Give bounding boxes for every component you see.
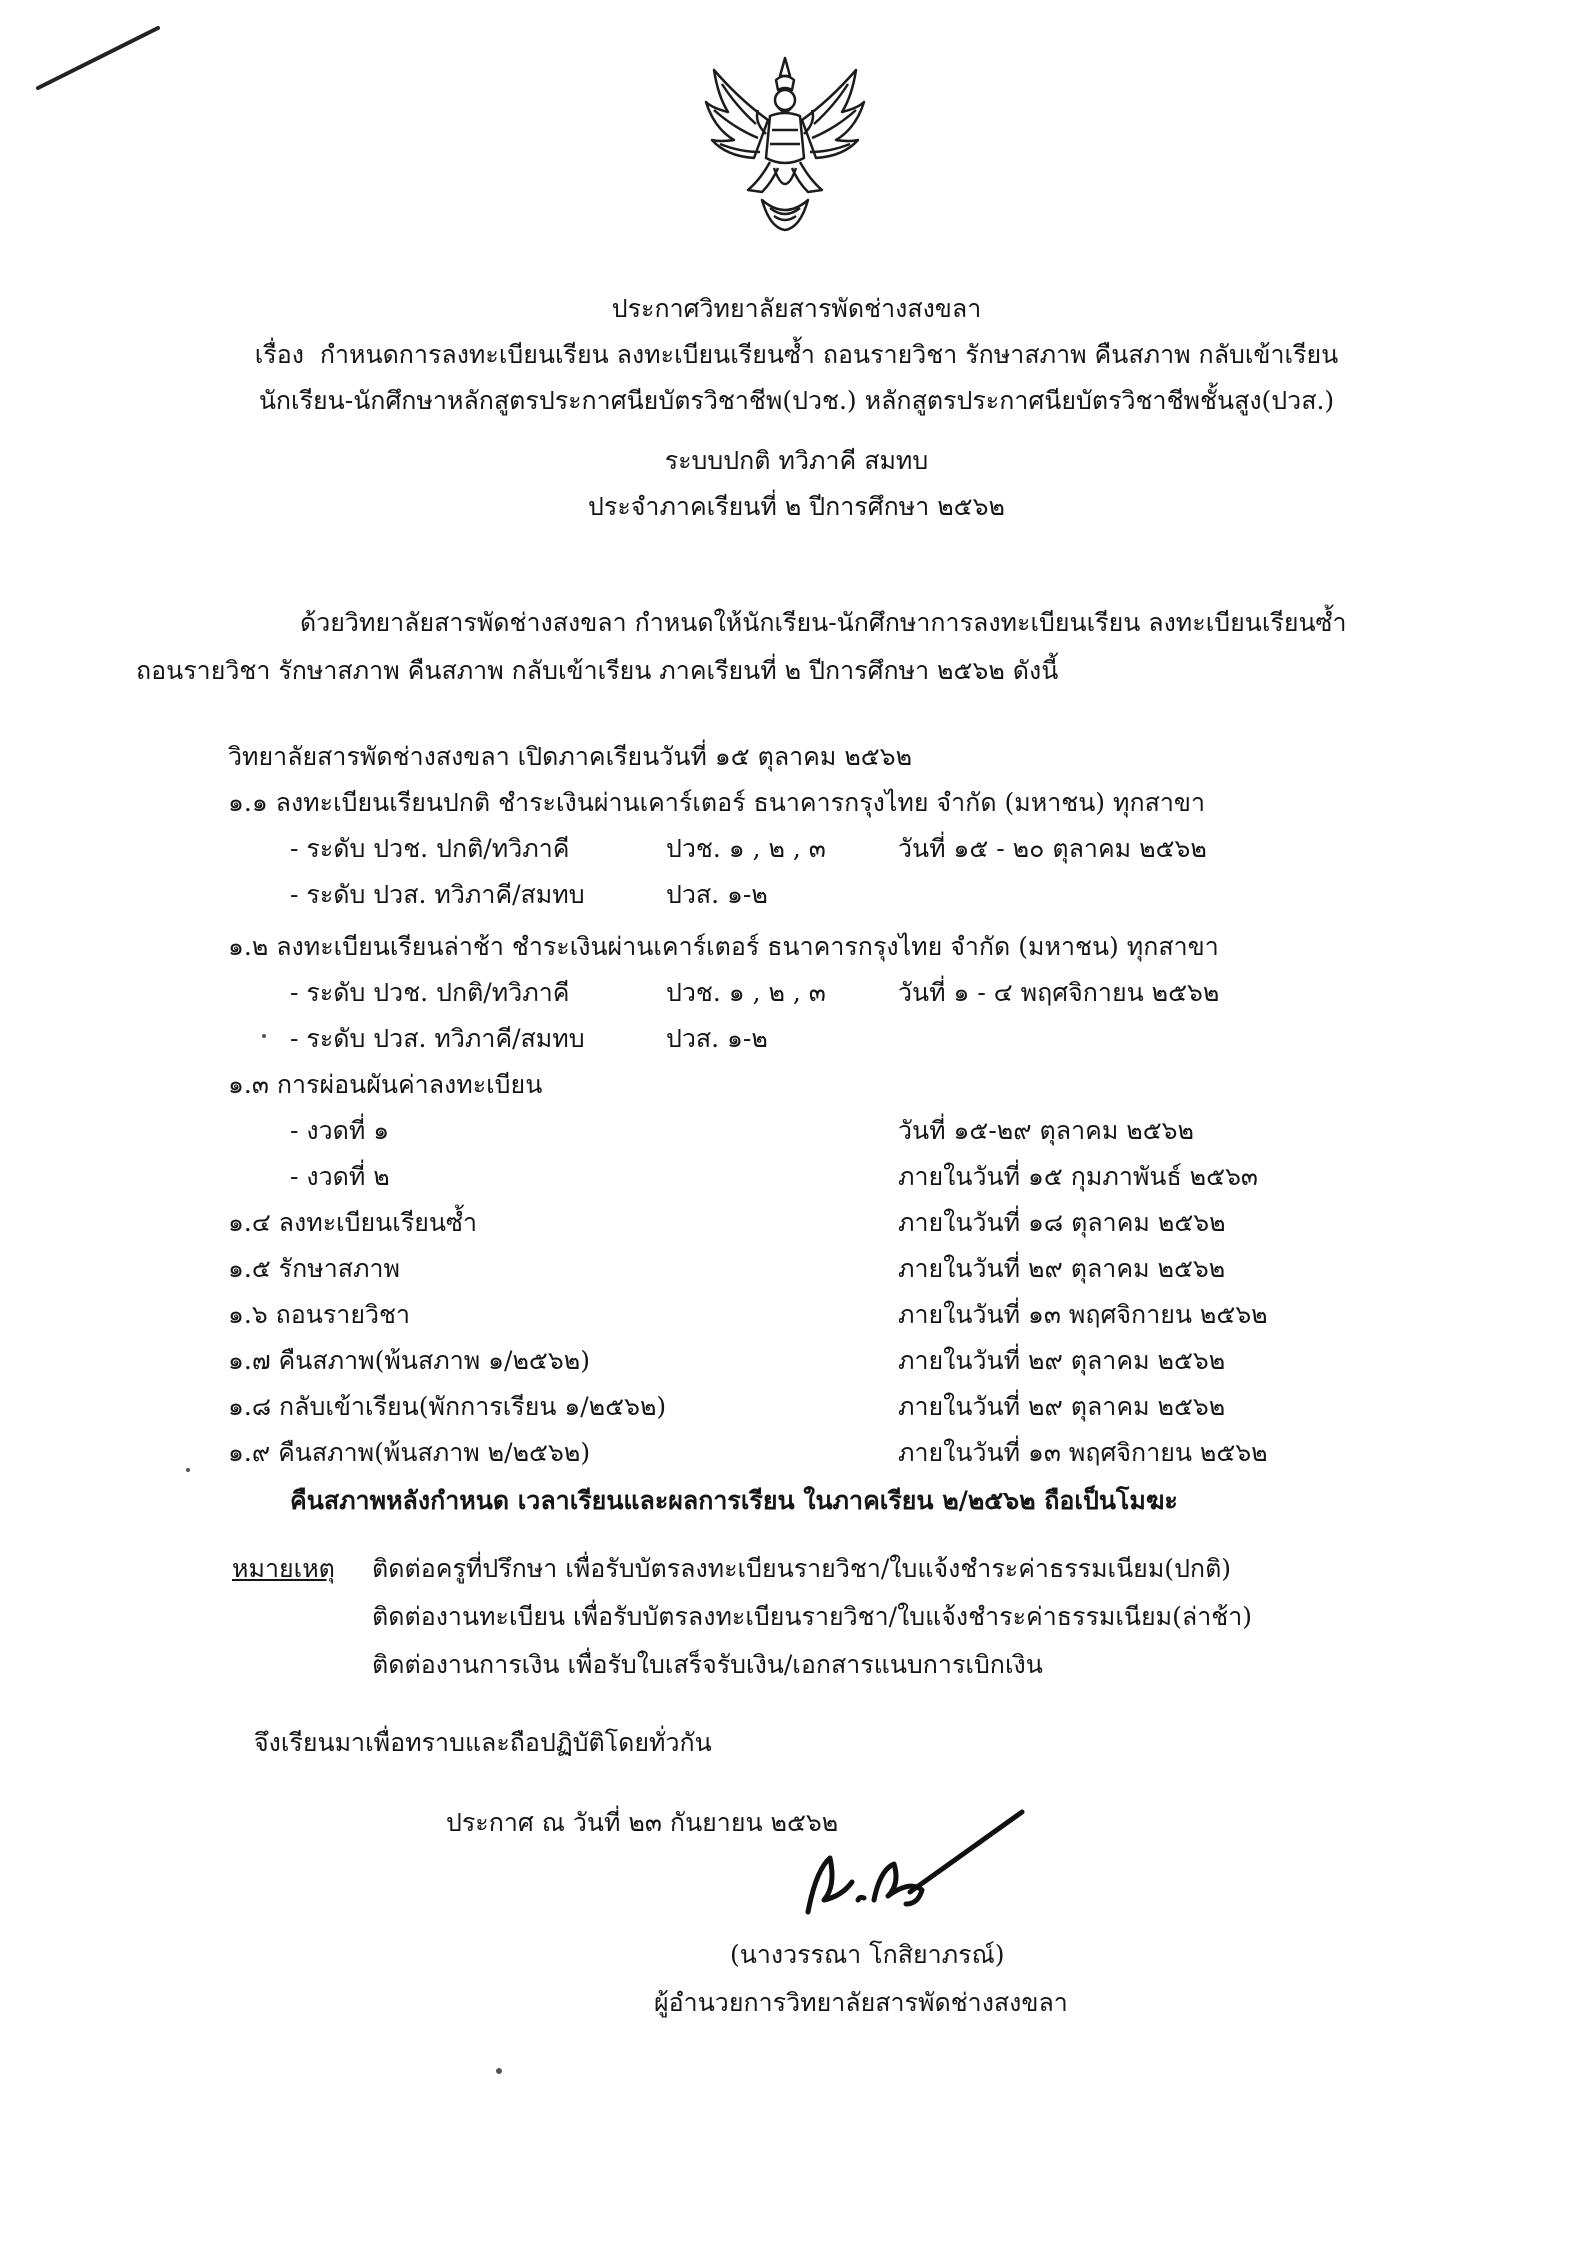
section-1-2-diploma-level: - ระดับ ปวส. ทวิภาคี/สมทบ <box>290 1024 585 1053</box>
remarks-label: หมายเหตุ <box>232 1554 335 1583</box>
students-line: นักเรียน-นักศึกษาหลักสูตรประกาศนียบัตรวิชาชีพ(ปวช.) หลักสูตรประกาศนียบัตรวิชาชีพชั้นสูง(ปวส.) <box>258 386 1335 415</box>
closing-sentence: จึงเรียนมาเพื่อทราบและถือปฏิบัติโดยทั่วกัน <box>254 1728 712 1757</box>
scan-speck <box>186 1468 190 1472</box>
schedule-item-label: ๑.๕ รักษาสภาพ <box>228 1254 401 1283</box>
intro-line-2: ถอนรายวิชา รักษาสภาพ คืนสภาพ กลับเข้าเรียน ภาคเรียนที่ ๒ ปีการศึกษา ๒๕๖๒ ดังนี้ <box>136 656 1059 685</box>
void-warning: คืนสภาพหลังกำหนด เวลาเรียนและผลการเรียน ในภาคเรียน ๒/๒๕๖๒ ถือเป็นโมฆะ <box>290 1486 1178 1515</box>
schedule-item-label: ๑.๗ คืนสภาพ(พ้นสภาพ ๑/๒๕๖๒) <box>228 1346 590 1375</box>
section-1-2-diploma-years: ปวส. ๑-๒ <box>666 1024 768 1053</box>
section-1-2-date: วันที่ ๑ - ๔ พฤศจิกายน ๒๕๖๒ <box>898 978 1220 1007</box>
section-1-1-vocational-years: ปวช. ๑ , ๒ , ๓ <box>666 834 826 863</box>
intro-line-1: ด้วยวิทยาลัยสารพัดช่างสงขลา กำหนดให้นักเรียน-นักศึกษาการลงทะเบียนเรียน ลงทะเบียนเรียนซ้ำ <box>300 608 1347 637</box>
schedule-item-label: ๑.๘ กลับเข้าเรียน(พักการเรียน ๑/๒๕๖๒) <box>228 1392 667 1421</box>
pen-stroke-mark <box>30 20 170 100</box>
announcement-title: ประกาศวิทยาลัยสารพัดช่างสงขลา <box>611 294 982 323</box>
section-1-3-title: ๑.๓ การผ่อนผันค่าลงทะเบียน <box>228 1070 543 1099</box>
systems-line: ระบบปกติ ทวิภาคี สมทบ <box>664 446 929 475</box>
section-1-2-vocational-years: ปวช. ๑ , ๒ , ๓ <box>666 978 826 1007</box>
schedule-item-date: ภายในวันที่ ๒๙ ตุลาคม ๒๕๖๒ <box>898 1392 1226 1421</box>
signer-position: ผู้อำนวยการวิทยาลัยสารพัดช่างสงขลา <box>654 1988 1068 2017</box>
schedule-item-label: ๑.๖ ถอนรายวิชา <box>228 1300 411 1329</box>
schedule-item-label: ๑.๙ คืนสภาพ(พ้นสภาพ ๒/๒๕๖๒) <box>228 1438 591 1467</box>
subject-label: เรื่อง <box>254 340 304 369</box>
section-1-1-diploma-years: ปวส. ๑-๒ <box>666 880 768 909</box>
schedule-item-date: ภายในวันที่ ๑๓ พฤศจิกายน ๒๕๖๒ <box>898 1438 1268 1467</box>
scan-speck <box>496 2068 502 2074</box>
garuda-emblem-icon <box>700 50 870 235</box>
installment-1-date: วันที่ ๑๕-๒๙ ตุลาคม ๒๕๖๒ <box>898 1116 1195 1145</box>
section-1-2-vocational-level: - ระดับ ปวช. ปกติ/ทวิภาคี <box>290 978 570 1007</box>
handwritten-signature <box>790 1800 1050 1930</box>
schedule-item-date: ภายในวันที่ ๒๙ ตุลาคม ๒๕๖๒ <box>898 1254 1226 1283</box>
term-line: ประจำภาคเรียนที่ ๒ ปีการศึกษา ๒๕๖๒ <box>588 492 1005 521</box>
section-1-1-title: ๑.๑ ลงทะเบียนเรียนปกติ ชำระเงินผ่านเคาร์เตอร์ ธนาคารกรุงไทย จำกัด (มหาชน) ทุกสาขา <box>228 788 1206 817</box>
subject-text: กำหนดการลงทะเบียนเรียน ลงทะเบียนเรียนซ้ำ ถอนรายวิชา รักษาสภาพ คืนสภาพ กลับเข้าเรียน <box>319 340 1339 369</box>
opening-date: วิทยาลัยสารพัดช่างสงขลา เปิดภาคเรียนวันที่ ๑๕ ตุลาคม ๒๕๖๒ <box>228 742 913 771</box>
subject-line <box>0 338 1593 372</box>
section-1-1-date: วันที่ ๑๕ - ๒๐ ตุลาคม ๒๕๖๒ <box>898 834 1207 863</box>
installment-2-label: - งวดที่ ๒ <box>290 1162 390 1191</box>
scan-speck <box>262 1034 266 1038</box>
section-1-1-diploma-level: - ระดับ ปวส. ทวิภาคี/สมทบ <box>290 880 585 909</box>
installment-2-date: ภายในวันที่ ๑๕ กุมภาพันธ์ ๒๕๖๓ <box>898 1162 1259 1191</box>
installment-1-label: - งวดที่ ๑ <box>290 1116 390 1145</box>
schedule-item-date: ภายในวันที่ ๒๙ ตุลาคม ๒๕๖๒ <box>898 1346 1226 1375</box>
announcement-date: ประกาศ ณ วันที่ ๒๓ กันยายน ๒๕๖๒ <box>446 1808 839 1837</box>
remark-registrar: ติดต่องานทะเบียน เพื่อรับบัตรลงทะเบียนรายวิชา/ใบแจ้งชำระค่าธรรมเนียม(ล่าช้า) <box>372 1602 1252 1631</box>
schedule-item-date: ภายในวันที่ ๑๘ ตุลาคม ๒๕๖๒ <box>898 1208 1226 1237</box>
remark-finance: ติดต่องานการเงิน เพื่อรับใบเสร็จรับเงิน/เอกสารแนบการเบิกเงิน <box>372 1650 1043 1679</box>
remark-advisor: ติดต่อครูที่ปรึกษา เพื่อรับบัตรลงทะเบียนรายวิชา/ใบแจ้งชำระค่าธรรมเนียม(ปกติ) <box>372 1554 1232 1583</box>
section-1-1-vocational-level: - ระดับ ปวช. ปกติ/ทวิภาคี <box>290 834 570 863</box>
schedule-item-label: ๑.๔ ลงทะเบียนเรียนซ้ำ <box>228 1208 477 1237</box>
signer-name: (นางวรรณา โกสิยาภรณ์) <box>730 1940 1005 1969</box>
section-1-2-title: ๑.๒ ลงทะเบียนเรียนล่าช้า ชำระเงินผ่านเคาร์เตอร์ ธนาคารกรุงไทย จำกัด (มหาชน) ทุกสาขา <box>228 932 1219 961</box>
schedule-item-date: ภายในวันที่ ๑๓ พฤศจิกายน ๒๕๖๒ <box>898 1300 1268 1329</box>
